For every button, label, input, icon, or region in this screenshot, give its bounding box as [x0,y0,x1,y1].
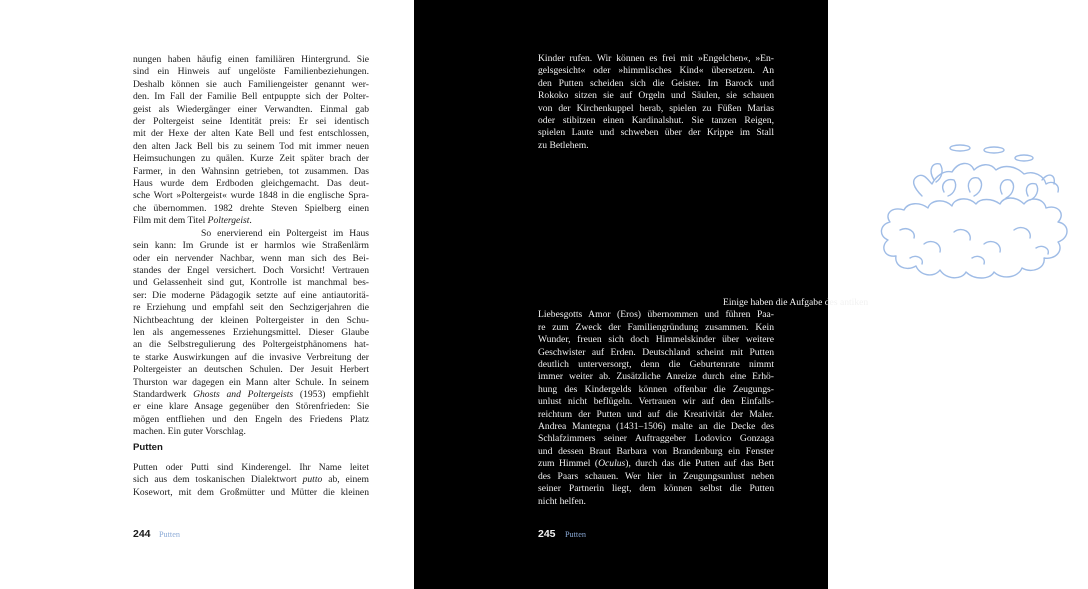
text-line: len als angemessenes Erziehungsmittel. Dieser Glaube [133,326,369,338]
text-line [133,474,369,486]
text-line: Wunder, freuen sich doch Himmelskinder über weitere [538,334,774,346]
left-main-text [133,54,369,439]
text-line: sein kann: Im Grunde ist er harmlos wie Straßenlärm [133,240,369,252]
text-line: an die Selbstregulierung des Poltergeistphänomens hat- [133,339,369,351]
film-title: Poltergeist [207,215,250,227]
page-number: 244 [133,528,151,540]
text-run: zum Himmel ( [538,458,599,470]
text-line: Kosewort, mit dem Großmütter und Mütter die kleinen [133,486,369,498]
text-line: Haus wurde dem Erdboden gleichgemacht. Das deut- [133,178,369,190]
text-line: hung des Kindergelds können offenbar die Zeugungs- [538,383,774,395]
section-heading: Putten [133,442,163,453]
text-line: des Paars schauen. Wer hier in Zeugungsunlust neben [538,470,774,482]
text-line: immer weiter ab. Zusätzliche Anreize durch eine Erhö- [538,371,774,383]
text-line: Thurston war dagegen ein Mann alter Schule. In seinem [133,376,369,388]
text-line: geist als Wiedergänger einer Verwandten. Einmal gab [133,103,369,115]
text-line: So enervierend ein Poltergeist im Haus [201,227,369,239]
text-line: gelsgesicht« oder »himmlisches Kind« übersetzen. An [538,65,774,77]
cloud-of-putti-illustration [874,140,1088,290]
text-line [133,215,369,227]
text-line: und Gelassenheit sind gut, Kontrolle ist manchmal bes- [133,277,369,289]
text-line: machen. Ein guter Vorschlag. [133,426,246,438]
italic-word: putto [302,474,323,486]
text-line: ser: Die moderne Pädagogik setzte auf eine antiautoritä- [133,289,369,301]
text-run: (1953) empfiehlt [293,388,370,400]
text-line: den. Im Fall der Familie Bell entpuppte sich der Polter- [133,91,369,103]
running-header: Putten [159,530,180,539]
text-line: Putten oder Putti sind Kinderengel. Ihr Name leitet [133,462,369,473]
text-line: nungen haben häufig einen familiären Hintergrund. Sie [133,54,369,65]
text-line: deutlich unterversorgt, denn die Geburtenrate nimmt [538,359,774,371]
text-line: und dessen Braut Barbara von Brandenburg ein Fenster [538,445,774,457]
text-line [133,389,369,401]
text-line: Einige haben die Aufgabe des antiken [723,297,869,308]
text-line: te starke Auswirkungen auf die invasive Verbreitung der [133,351,369,363]
text-line: re Erziehung und empfahl seit den Sechzigerjahren die [133,302,369,314]
text-line: mögen entfliehen und den Engeln des Friedens Platz [133,413,369,425]
text-line: den alten Jack Bell bis zu seinem Tod mit immer neuen [133,140,369,152]
right-top-text [538,53,774,152]
text-line: seiner Partnerin liegt, dem können selbst die Putten [538,483,774,495]
text-run: ), durch das die Putten auf das Bett [625,458,775,470]
text-run: . [249,215,252,227]
text-line: Geschwister auf Erden. Deutschland scheint mit Putten [538,346,774,358]
text-line: den Putten scheiden sich die Geister. Im Barock und [538,77,774,89]
running-header: Putten [565,530,586,539]
text-line: Kinder rufen. Wir können es frei mit »Engelchen«, »En- [538,53,774,64]
page-number: 245 [538,528,556,540]
text-line: oder stibitzen einen Kardinalshut. Sie tanzen Reigen, [538,115,774,127]
text-line: mit der Hexe der alten Kate Bell und fest entschlossen, [133,128,369,140]
text-line: che übernommen. 1982 drehte Steven Spielberg einen [133,202,369,214]
text-line: Heimsuchungen zu quälen. Kurze Zeit später brach der [133,153,369,165]
text-line [538,458,774,470]
italic-word: Oculus [598,458,626,470]
text-line: Rokoko sitzen sie auf Orgeln und Säulen, sie schauen [538,90,774,102]
text-line: von der Kirchenkuppel herab, spielen zu Füßen Marias [538,102,774,114]
putten-intro-text [133,462,369,499]
text-run: sich aus dem toskanischen Dialektwort [133,474,303,486]
cloud-icon [881,198,1067,278]
text-line: Nichtbeachtung der kleinen Poltergeister in den Schu- [133,314,369,326]
text-line: unlust nicht beflügeln. Vertrauen wir auf den Einfalls- [538,396,774,408]
text-line: reichtum der Putten und auf die Kreativität der Maler. [538,408,774,420]
text-run: Film mit dem Titel [133,215,208,227]
text-line: Andrea Mantegna (1431–1506) malte an die Decke des [538,421,774,433]
text-run: ab, einem [322,474,369,486]
text-line: re zum Zweck der Familiengründung zusammen. Kein [538,321,774,333]
right-page [414,0,869,589]
text-line: sche Wort »Poltergeist« wurde 1848 in die englische Spra- [133,190,369,202]
text-line: er eine klare Ansage gegenüber den Störenfrieden: Sie [133,401,369,413]
halo-icon [1015,155,1033,161]
text-line: Schlafzimmers seiner Auftraggeber Lodovico Gonzaga [538,433,774,445]
text-line: standes der Engel versichert. Doch Vorsicht! Vertrauen [133,264,369,276]
halo-icon [950,145,970,151]
text-line: oder ein nervender Nachbar, wenn man sich des Bei- [133,252,369,264]
left-page [0,0,414,589]
text-line: sind ein Hinweis auf ungelöste Familienbeziehungen. [133,66,369,78]
text-line: Deshalb können sie auch Familiengeister genannt wer- [133,78,369,90]
text-line: Farmer, in den Wahnsinn getrieben, tot zusammen. Das [133,165,369,177]
putti-figures-icon [914,163,1059,200]
text-line: zu Betlehem. [538,139,589,151]
text-line: spielen Laute und schweben über der Krippe im Stall [538,127,774,139]
text-line: nicht helfen. [538,495,586,507]
text-line: Liebesgotts Amor (Eros) übernommen und führen Paa- [538,309,774,321]
halo-icon [984,147,1004,153]
book-title: Ghosts and Poltergeists [193,388,294,400]
text-run: Standardwerk [133,388,194,400]
text-line: der Poltergeist seine Identität preis: Er sei identisch [133,116,369,128]
text-line: Poltergeister an deutschen Schulen. Der Jesuit Herbert [133,364,369,376]
right-bottom-text [538,297,869,508]
